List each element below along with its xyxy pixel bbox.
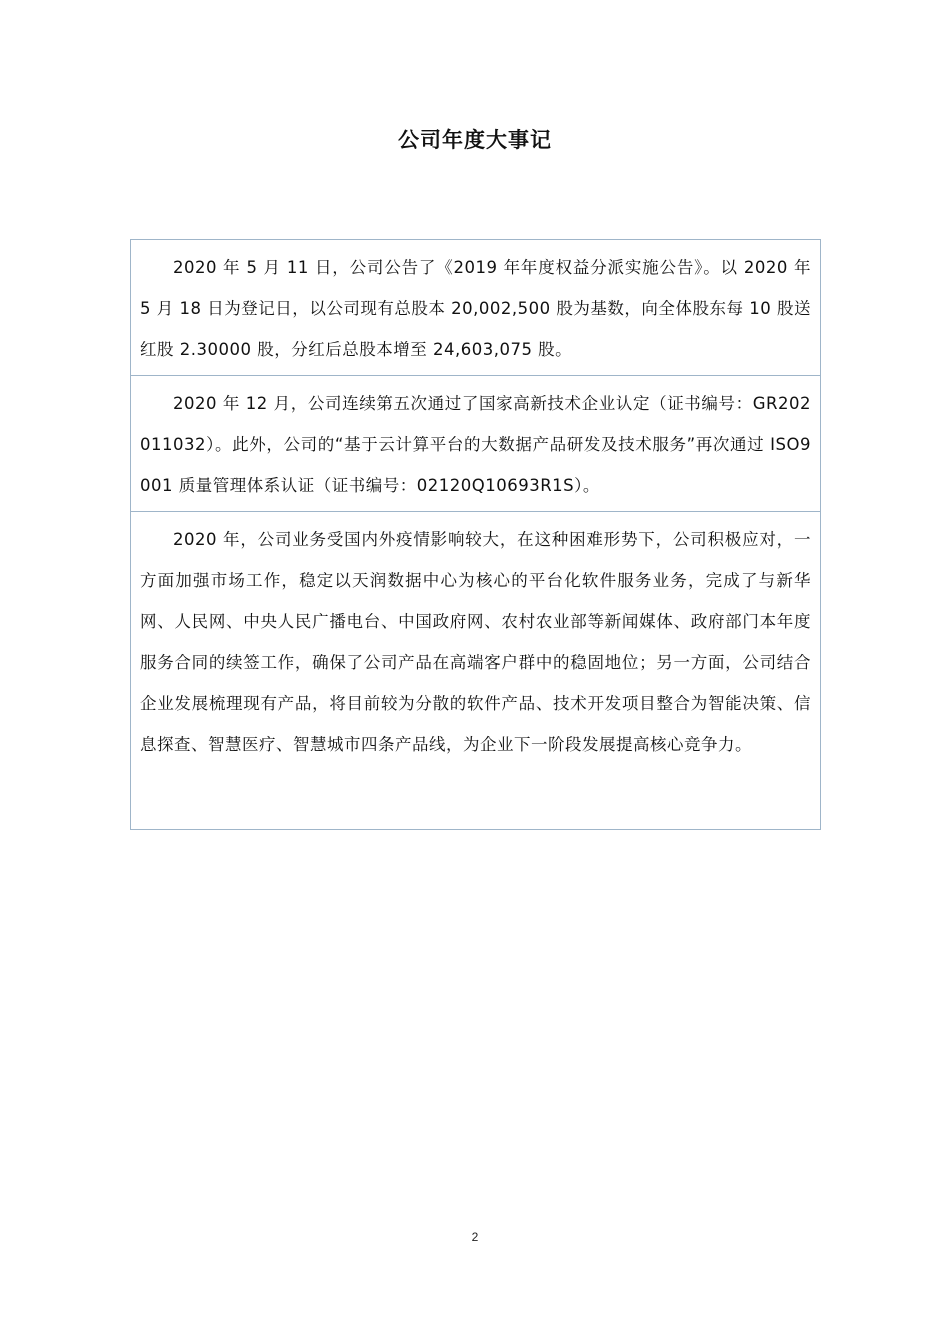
event-text: 2020 年，公司业务受国内外疫情影响较大，在这种困难形势下，公司积极应对，一方面加强市场工作，稳定以天润数据中心为核心的平台化软件服务业务，完成了与新华网、人民网、中央人民广播电台、中国政府网、农村农业部等新闻媒体、政府部门本年度服务合同的续签工作，确保了公司产品在高端客户群中的稳固地位；另一方面，公司结合企业发展梳理现有产品，将目前较为分散的软件产品、技术开发项目整合为智能决策、信息探查、智慧医疗、智慧城市四条产品线，为企业下一阶段发展提高核心竞争力。 — [140, 530, 811, 754]
event-text: 2020 年 12 月，公司连续第五次通过了国家高新技术企业认定（证书编号：GR202011032）。此外，公司的“基于云计算平台的大数据产品研发及技术服务”再次通过 ISO9001 质量管理体系认证（证书编号：02120Q10693R1S）。 — [140, 394, 811, 495]
event-row — [131, 376, 820, 512]
event-row — [131, 512, 820, 829]
event-text: 2020 年 5 月 11 日，公司公告了《2019 年年度权益分派实施公告》。以 2020 年 5 月 18 日为登记日，以公司现有总股本 20,002,500 股为基数，向全体股东每 10 股送红股 2.30000 股，分红后总股本增至 24,603,075 股。 — [140, 258, 811, 359]
events-table — [130, 239, 821, 830]
event-row — [131, 240, 820, 376]
page-title: 公司年度大事记 — [398, 128, 552, 152]
page-number: 2 — [471, 1230, 479, 1244]
